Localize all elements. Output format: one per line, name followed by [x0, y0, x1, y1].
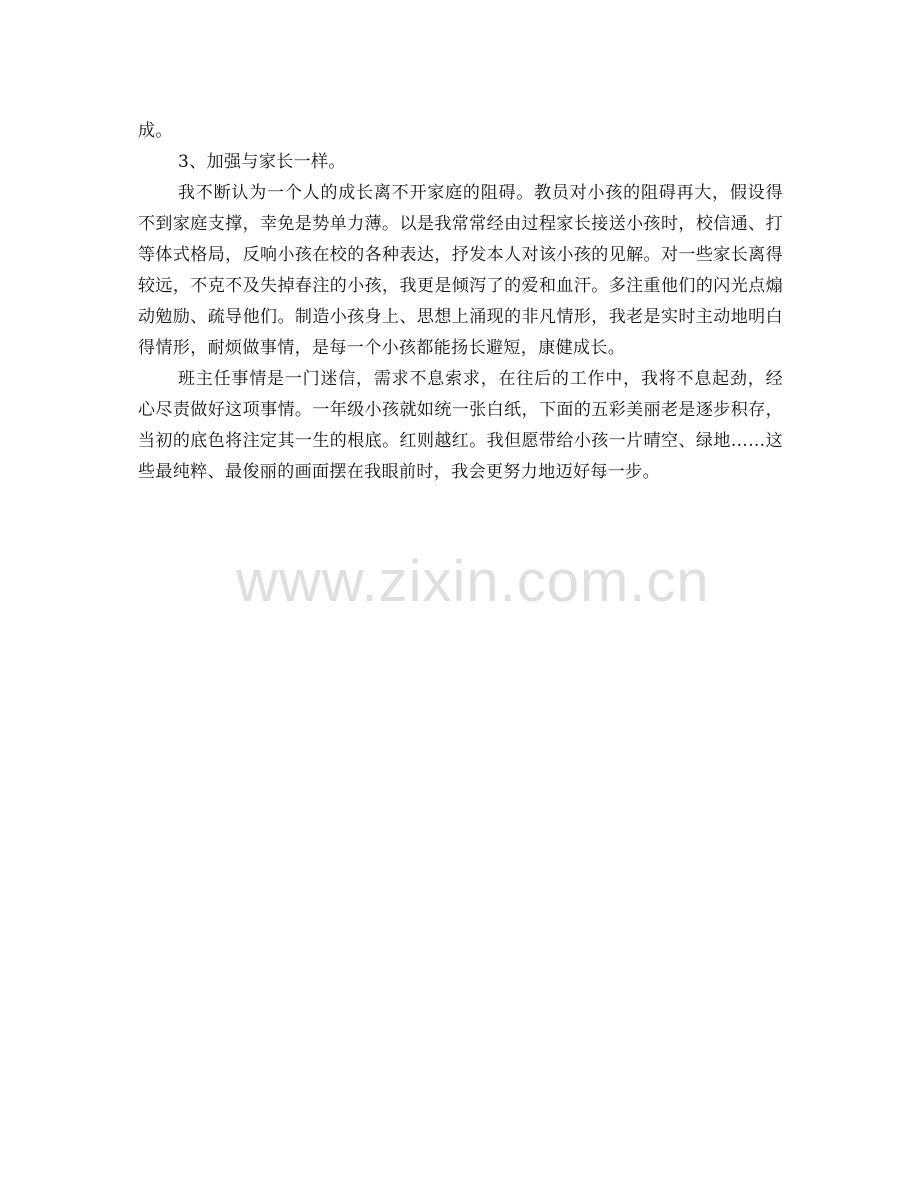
paragraph-continuation: 成。 — [138, 121, 173, 141]
section-heading: 3、加强与家长一样。 — [178, 152, 346, 172]
document-body — [138, 116, 783, 488]
paragraph-conclusion: 班主任事情是一门迷信，需求不息索求，在往后的工作中，我将不息起劲，经心尽责做好这项事情。一年级小孩就如统一张白纸，下面的五彩美丽老是逐步积存，当初的底色将注定其一生的根底。红则越红。我但愿带给小孩一片晴空、绿地……这些最纯粹、最俊丽的画面摆在我眼前时，我会更努力地迈好每一步。 — [138, 369, 783, 482]
paragraph-family-support: 我不断认为一个人的成长离不开家庭的阻碍。教员对小孩的阻碍再大，假设得不到家庭支撑，幸免是势单力薄。以是我常常经由过程家长接送小孩时，校信通、打等体式格局，反响小孩在校的各种表达，抒发本人对该小孩的见解。对一些家长离得较远，不克不及失掉春注的小孩，我更是倾泻了的爱和血汗。多注重他们的闪光点煽动勉励、疏导他们。制造小孩身上、思想上涌现的非凡情形，我老是实时主动地明白得情形，耐烦做事情，是每一个小孩都能扬长避短，康健成长。 — [138, 183, 783, 358]
watermark: www.zixin.com.cn — [236, 549, 710, 614]
